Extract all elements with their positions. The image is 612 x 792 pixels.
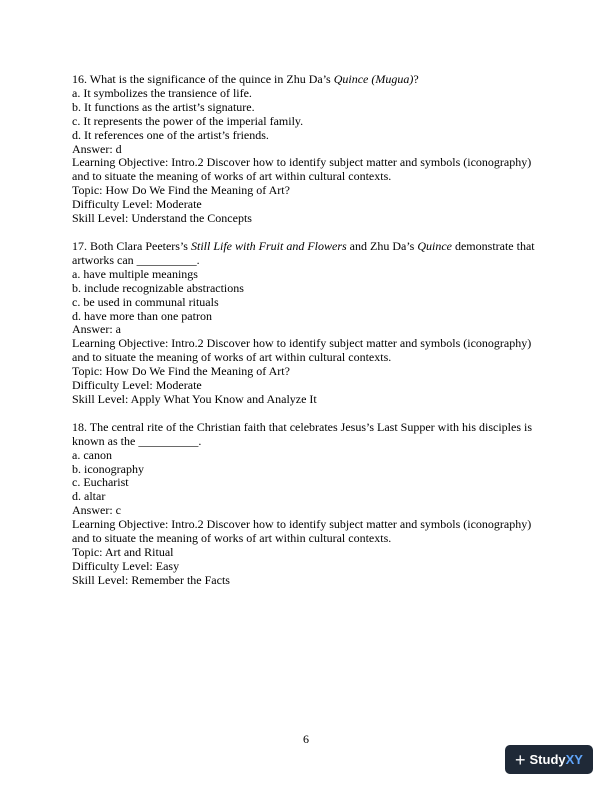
option-a: a. have multiple meanings xyxy=(72,266,198,281)
topic: Topic: How Do We Find the Meaning of Art? xyxy=(72,183,290,198)
learning-objective: Learning Objective: Intro.2 Discover how to identify subject matter and symbols (iconography) and to situate the meaning of works of art within cultural contexts. xyxy=(72,155,532,184)
option-b: b. iconography xyxy=(72,461,144,476)
option-a: a. It symbolizes the transience of life. xyxy=(72,85,252,100)
topic: Topic: How Do We Find the Meaning of Art? xyxy=(72,364,290,379)
answer: Answer: d xyxy=(72,141,122,156)
question-16 xyxy=(72,73,542,226)
option-b: b. It functions as the artist’s signature. xyxy=(72,99,255,114)
option-c: c. be used in communal rituals xyxy=(72,294,219,309)
question-stem: 17. Both Clara Peeters’s Still Life with Fruit and Flowers and Zhu Da’s Quince demonstrate that artworks can __________. xyxy=(72,238,535,267)
question-stem: 16. What is the significance of the quince in Zhu Da’s Quince (Mugua)? xyxy=(72,72,419,86)
option-d: d. altar xyxy=(72,489,106,504)
document-body xyxy=(72,73,542,602)
option-d: d. have more than one patron xyxy=(72,308,212,323)
skill-level: Skill Level: Apply What You Know and Analyze It xyxy=(72,391,317,406)
page-number: 6 xyxy=(303,732,309,746)
difficulty-level: Difficulty Level: Easy xyxy=(72,558,180,573)
question-stem: 18. The central rite of the Christian faith that celebrates Jesus’s Last Supper with his disciples is known as the __________. xyxy=(72,419,533,448)
plus-icon: + xyxy=(515,749,526,770)
answer: Answer: c xyxy=(72,503,121,518)
skill-level: Skill Level: Understand the Concepts xyxy=(72,211,252,226)
option-c: c. Eucharist xyxy=(72,475,129,490)
badge-text-accent: XY xyxy=(565,751,583,767)
studyxy-badge[interactable] xyxy=(505,745,593,774)
option-c: c. It represents the power of the imperial family. xyxy=(72,113,304,128)
answer: Answer: a xyxy=(72,322,121,337)
badge-text-main: Study xyxy=(529,751,566,767)
learning-objective: Learning Objective: Intro.2 Discover how to identify subject matter and symbols (iconography) and to situate the meaning of works of art within cultural contexts. xyxy=(72,336,532,365)
difficulty-level: Difficulty Level: Moderate xyxy=(72,197,202,212)
topic: Topic: Art and Ritual xyxy=(72,545,174,559)
learning-objective: Learning Objective: Intro.2 Discover how to identify subject matter and symbols (iconography) and to situate the meaning of works of art within cultural contexts. xyxy=(72,517,532,546)
skill-level: Skill Level: Remember the Facts xyxy=(72,572,230,587)
difficulty-level: Difficulty Level: Moderate xyxy=(72,378,202,393)
question-18 xyxy=(72,421,542,588)
option-a: a. canon xyxy=(72,447,112,462)
question-17 xyxy=(72,240,542,407)
option-d: d. It references one of the artist’s friends. xyxy=(72,127,269,142)
option-b: b. include recognizable abstractions xyxy=(72,280,244,295)
